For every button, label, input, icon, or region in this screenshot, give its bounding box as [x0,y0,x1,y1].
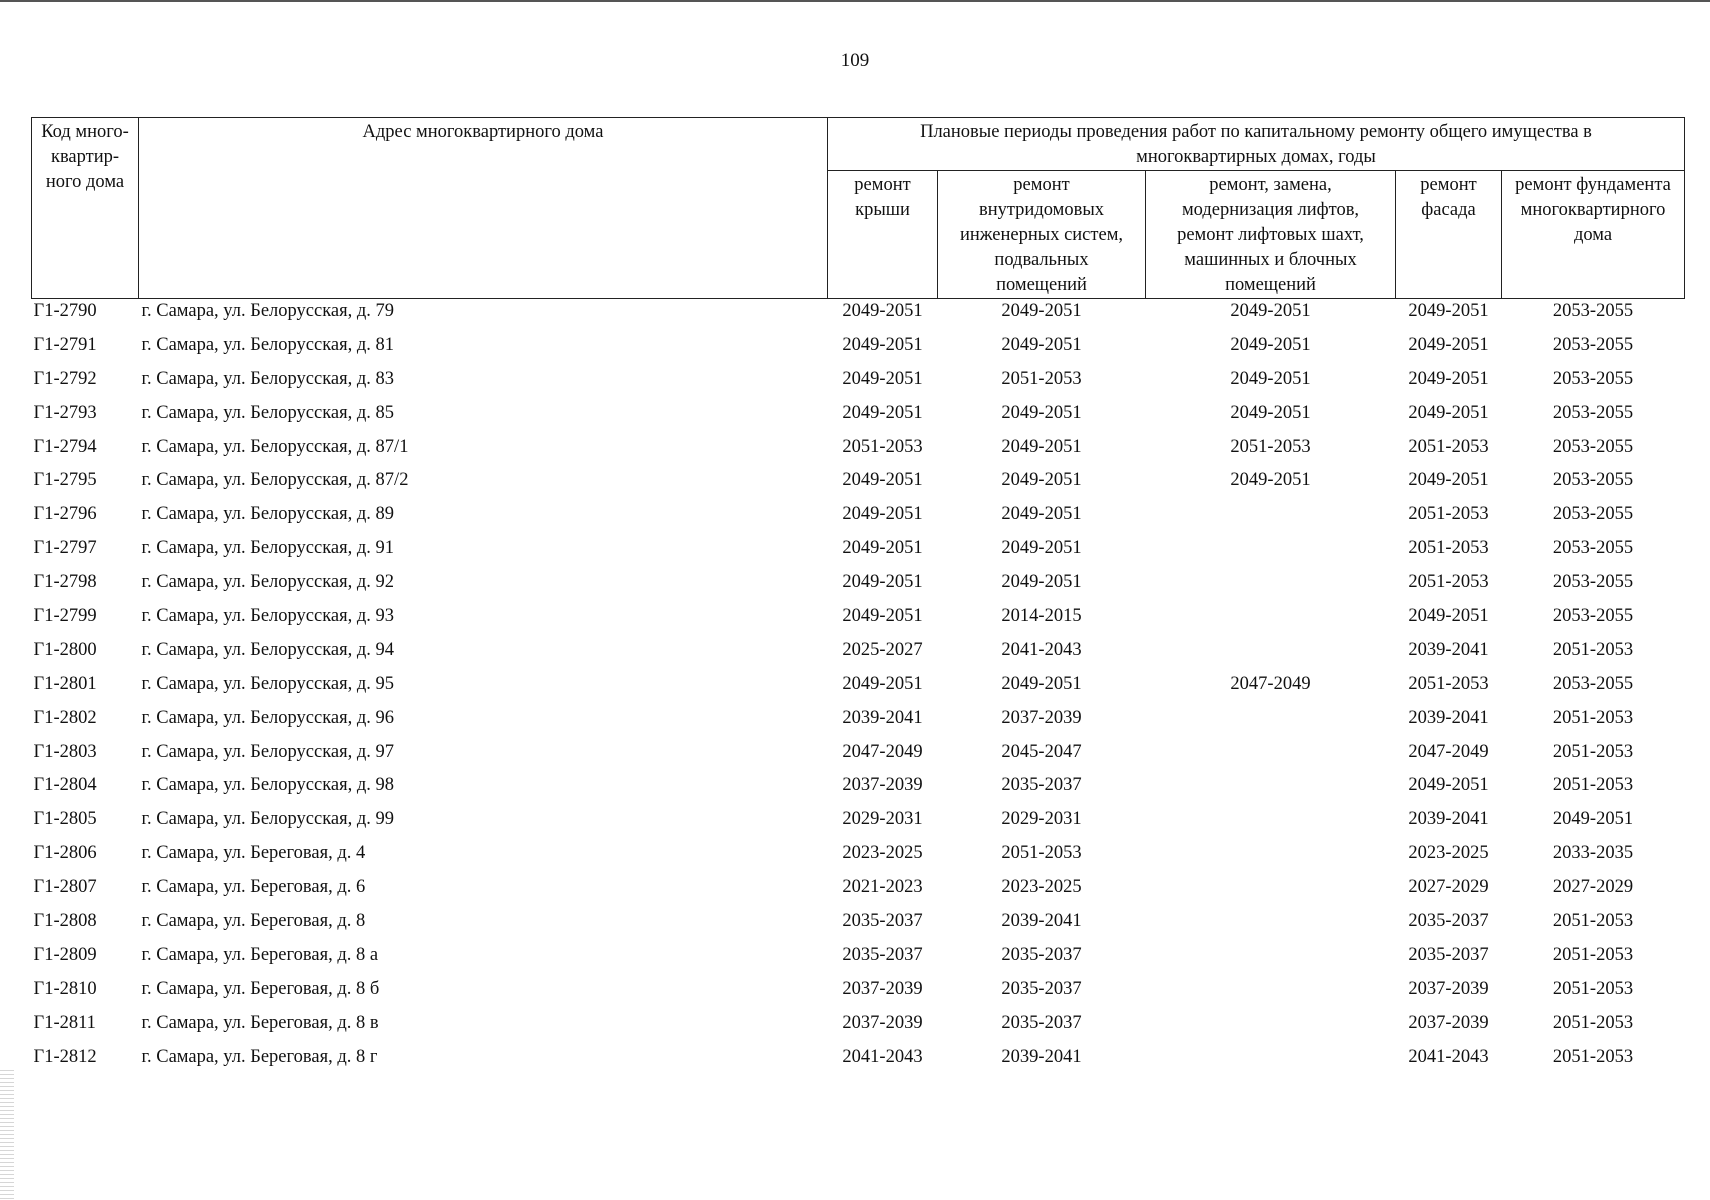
building-code-cell: Г1-2791 [33,334,97,355]
foundation-period-cell: 2053-2055 [1552,301,1634,321]
engineering-period-cell: 2049-2051 [1001,436,1082,457]
address-cell: г. Самара, ул. Белорусская, д. 89 [141,504,395,525]
foundation-period-cell: 2053-2055 [1552,334,1634,355]
lifts-period-cell: 2049-2051 [1230,301,1311,321]
foundation-period-cell: 2049-2051 [1552,809,1634,830]
facade-period-cell: 2049-2051 [1408,301,1489,321]
table-row [32,604,1685,638]
address-cell: г. Самара, ул. Белорусская, д. 98 [141,775,395,796]
roof-period-cell: 2029-2031 [842,809,923,830]
foundation-period-cell: 2051-2053 [1552,978,1634,999]
table-row [32,706,1685,740]
lifts-period-cell [1146,604,1396,638]
building-code-cell: Г1-2795 [33,470,97,491]
roof-period-cell: 2049-2051 [842,334,923,355]
header-foundation-repair: ремонт фундамента многоквартирного дома [1502,171,1685,299]
table-row [32,299,1685,333]
foundation-period-cell: 2053-2055 [1552,368,1634,389]
address-cell: г. Самара, ул. Белорусская, д. 83 [141,368,395,389]
table-row [32,740,1685,774]
header-building-code: Код много- квартир- ного дома [32,118,139,299]
engineering-period-cell: 2049-2051 [1001,334,1082,355]
roof-period-cell: 2035-2037 [842,944,923,965]
address-cell: г. Самара, ул. Белорусская, д. 95 [141,673,395,694]
roof-period-cell: 2047-2049 [842,741,923,762]
table-row [32,773,1685,807]
engineering-period-cell: 2049-2051 [1001,402,1082,423]
address-cell: г. Самара, ул. Береговая, д. 8 г [141,1046,378,1067]
address-cell: г. Самара, ул. Белорусская, д. 94 [141,639,395,660]
address-cell: г. Самара, ул. Береговая, д. 4 [141,843,366,864]
scan-edge-noise [0,1070,14,1200]
roof-period-cell: 2049-2051 [842,538,923,559]
engineering-period-cell: 2051-2053 [1001,368,1082,389]
foundation-period-cell: 2053-2055 [1552,673,1634,694]
engineering-period-cell: 2041-2043 [1001,639,1082,660]
roof-period-cell: 2037-2039 [842,775,923,796]
building-code-cell: Г1-2809 [33,944,97,965]
roof-period-cell: 2023-2025 [842,843,923,864]
building-code-cell: Г1-2808 [33,911,97,932]
lifts-period-cell: 2049-2051 [1230,402,1311,423]
lifts-period-cell [1146,841,1396,875]
address-cell: г. Самара, ул. Белорусская, д. 91 [141,538,395,559]
foundation-period-cell: 2053-2055 [1552,538,1634,559]
header-engineering-systems: ремонт внутридомовых инженерных систем, подвальных помещений [938,171,1146,299]
address-cell: г. Самара, ул. Береговая, д. 8 [141,911,366,932]
facade-period-cell: 2039-2041 [1408,707,1489,728]
table-row [32,1011,1685,1045]
roof-period-cell: 2049-2051 [842,470,923,491]
address-cell: г. Самара, ул. Береговая, д. 6 [141,877,366,898]
engineering-period-cell: 2049-2051 [1001,538,1082,559]
header-address: Адрес многоквартирного дома [139,118,828,299]
foundation-period-cell: 2053-2055 [1552,504,1634,525]
lifts-period-cell [1146,1011,1396,1045]
table-row [32,468,1685,502]
facade-period-cell: 2049-2051 [1408,470,1489,491]
lifts-period-cell [1146,570,1396,604]
facade-period-cell: 2049-2051 [1408,606,1489,627]
roof-period-cell: 2049-2051 [842,572,923,593]
address-cell: г. Самара, ул. Береговая, д. 8 б [141,978,380,999]
table-row [32,875,1685,909]
lifts-period-cell: 2049-2051 [1230,368,1311,389]
address-cell: г. Самара, ул. Белорусская, д. 81 [141,334,395,355]
building-code-cell: Г1-2801 [33,673,97,694]
facade-period-cell: 2049-2051 [1408,368,1489,389]
engineering-period-cell: 2049-2051 [1001,572,1082,593]
facade-period-cell: 2051-2053 [1408,538,1489,559]
lifts-period-cell [1146,977,1396,1011]
table-row [32,909,1685,943]
facade-period-cell: 2051-2053 [1408,572,1489,593]
facade-period-cell: 2047-2049 [1408,741,1489,762]
lifts-period-cell [1146,1045,1396,1079]
facade-period-cell: 2041-2043 [1408,1046,1489,1067]
lifts-period-cell [1146,536,1396,570]
foundation-period-cell: 2053-2055 [1552,606,1634,627]
address-cell: г. Самара, ул. Белорусская, д. 79 [141,301,395,321]
lifts-period-cell [1146,638,1396,672]
roof-period-cell: 2049-2051 [842,673,923,694]
foundation-period-cell: 2033-2035 [1552,843,1634,864]
facade-period-cell: 2051-2053 [1408,504,1489,525]
facade-period-cell: 2037-2039 [1408,1012,1489,1033]
top-scan-border [0,0,1710,2]
foundation-period-cell: 2053-2055 [1552,402,1634,423]
engineering-period-cell: 2035-2037 [1001,1012,1082,1033]
building-code-cell: Г1-2796 [33,504,97,525]
engineering-period-cell: 2035-2037 [1001,978,1082,999]
lifts-period-cell [1146,502,1396,536]
address-cell: г. Самара, ул. Береговая, д. 8 в [141,1012,379,1033]
facade-period-cell: 2035-2037 [1408,944,1489,965]
table-row [32,841,1685,875]
foundation-period-cell: 2053-2055 [1552,470,1634,491]
facade-period-cell: 2023-2025 [1408,843,1489,864]
address-cell: г. Самара, ул. Белорусская, д. 85 [141,402,395,423]
roof-period-cell: 2049-2051 [842,368,923,389]
building-code-cell: Г1-2794 [33,436,97,457]
roof-period-cell: 2035-2037 [842,911,923,932]
foundation-period-cell: 2051-2053 [1552,741,1634,762]
building-code-cell: Г1-2802 [33,707,97,728]
lifts-period-cell: 2049-2051 [1230,334,1311,355]
engineering-period-cell: 2049-2051 [1001,470,1082,491]
foundation-period-cell: 2051-2053 [1552,639,1634,660]
lifts-period-cell [1146,943,1396,977]
foundation-period-cell: 2051-2053 [1552,1012,1634,1033]
address-cell: г. Самара, ул. Белорусская, д. 87/1 [141,436,409,457]
table-header [32,118,1685,299]
lifts-period-cell [1146,740,1396,774]
lifts-period-cell [1146,706,1396,740]
lifts-period-cell: 2049-2051 [1230,470,1311,491]
building-code-cell: Г1-2807 [33,877,97,898]
address-cell: г. Самара, ул. Белорусская, д. 96 [141,707,395,728]
table-row [32,435,1685,469]
facade-period-cell: 2051-2053 [1408,436,1489,457]
lifts-period-cell [1146,909,1396,943]
page-number: 109 [840,50,870,71]
facade-period-cell: 2039-2041 [1408,639,1489,660]
building-code-cell: Г1-2790 [33,301,97,321]
lifts-period-cell [1146,807,1396,841]
engineering-period-cell: 2037-2039 [1001,707,1082,728]
header-facade-repair: ремонт фасада [1396,171,1502,299]
building-code-cell: Г1-2803 [33,741,97,762]
foundation-period-cell: 2053-2055 [1552,436,1634,457]
building-code-cell: Г1-2792 [33,368,97,389]
foundation-period-cell: 2051-2053 [1552,911,1634,932]
roof-period-cell: 2039-2041 [842,707,923,728]
table-body [32,299,1685,1079]
address-cell: г. Самара, ул. Белорусская, д. 99 [141,809,395,830]
facade-period-cell: 2037-2039 [1408,978,1489,999]
table-row [32,570,1685,604]
address-cell: г. Самара, ул. Белорусская, д. 97 [141,741,395,762]
foundation-period-cell: 2053-2055 [1552,572,1634,593]
table-row [32,502,1685,536]
lifts-period-cell: 2047-2049 [1230,673,1311,694]
roof-period-cell: 2021-2023 [842,877,923,898]
foundation-period-cell: 2051-2053 [1552,707,1634,728]
facade-period-cell: 2049-2051 [1408,334,1489,355]
table-row [32,367,1685,401]
foundation-period-cell: 2051-2053 [1552,944,1634,965]
building-code-cell: Г1-2798 [33,572,97,593]
foundation-period-cell: 2051-2053 [1552,1046,1634,1067]
roof-period-cell: 2049-2051 [842,402,923,423]
table-row [32,977,1685,1011]
address-cell: г. Самара, ул. Белорусская, д. 92 [141,572,395,593]
address-cell: г. Самара, ул. Белорусская, д. 93 [141,606,395,627]
building-code-cell: Г1-2804 [33,775,97,796]
engineering-period-cell: 2049-2051 [1001,301,1082,321]
table-row [32,401,1685,435]
facade-period-cell: 2049-2051 [1408,402,1489,423]
building-code-cell: Г1-2810 [33,978,97,999]
lifts-period-cell [1146,773,1396,807]
lifts-period-cell: 2051-2053 [1230,436,1311,457]
table-row [32,638,1685,672]
building-code-cell: Г1-2806 [33,843,97,864]
table-row [32,333,1685,367]
table-row [32,672,1685,706]
facade-period-cell: 2051-2053 [1408,673,1489,694]
building-code-cell: Г1-2800 [33,639,97,660]
foundation-period-cell: 2051-2053 [1552,775,1634,796]
address-cell: г. Самара, ул. Белорусская, д. 87/2 [141,470,409,491]
foundation-period-cell: 2027-2029 [1552,877,1634,898]
engineering-period-cell: 2014-2015 [1001,606,1082,627]
facade-period-cell: 2027-2029 [1408,877,1489,898]
table-row [32,943,1685,977]
engineering-period-cell: 2035-2037 [1001,775,1082,796]
table-row [32,536,1685,570]
building-code-cell: Г1-2812 [33,1046,97,1067]
engineering-period-cell: 2035-2037 [1001,944,1082,965]
facade-period-cell: 2035-2037 [1408,911,1489,932]
facade-period-cell: 2039-2041 [1408,809,1489,830]
roof-period-cell: 2049-2051 [842,504,923,525]
header-lifts: ремонт, замена, модернизация лифтов, ремонт лифтовых шахт, машинных и блочных помещений [1146,171,1396,299]
building-code-cell: Г1-2797 [33,538,97,559]
roof-period-cell: 2037-2039 [842,1012,923,1033]
engineering-period-cell: 2023-2025 [1001,877,1082,898]
roof-period-cell: 2051-2053 [842,436,923,457]
address-cell: г. Самара, ул. Береговая, д. 8 а [141,944,379,965]
header-row-group [32,118,1685,171]
roof-period-cell: 2049-2051 [842,301,923,321]
header-planned-periods: Плановые периоды проведения работ по капитальному ремонту общего имущества в многоквартирных домах, годы [828,118,1685,171]
building-code-cell: Г1-2799 [33,606,97,627]
engineering-period-cell: 2051-2053 [1001,843,1082,864]
building-code-cell: Г1-2805 [33,809,97,830]
roof-period-cell: 2037-2039 [842,978,923,999]
facade-period-cell: 2049-2051 [1408,775,1489,796]
lifts-period-cell [1146,875,1396,909]
roof-period-cell: 2041-2043 [842,1046,923,1067]
building-code-cell: Г1-2811 [33,1012,96,1033]
engineering-period-cell: 2029-2031 [1001,809,1082,830]
table-row [32,1045,1685,1079]
header-roof-repair: ремонт крыши [828,171,938,299]
roof-period-cell: 2049-2051 [842,606,923,627]
table-row [32,807,1685,841]
engineering-period-cell: 2045-2047 [1001,741,1082,762]
roof-period-cell: 2025-2027 [842,639,923,660]
engineering-period-cell: 2039-2041 [1001,1046,1082,1067]
engineering-period-cell: 2049-2051 [1001,504,1082,525]
building-code-cell: Г1-2793 [33,402,97,423]
engineering-period-cell: 2049-2051 [1001,673,1082,694]
capital-repair-schedule-table [31,117,1685,1078]
engineering-period-cell: 2039-2041 [1001,911,1082,932]
